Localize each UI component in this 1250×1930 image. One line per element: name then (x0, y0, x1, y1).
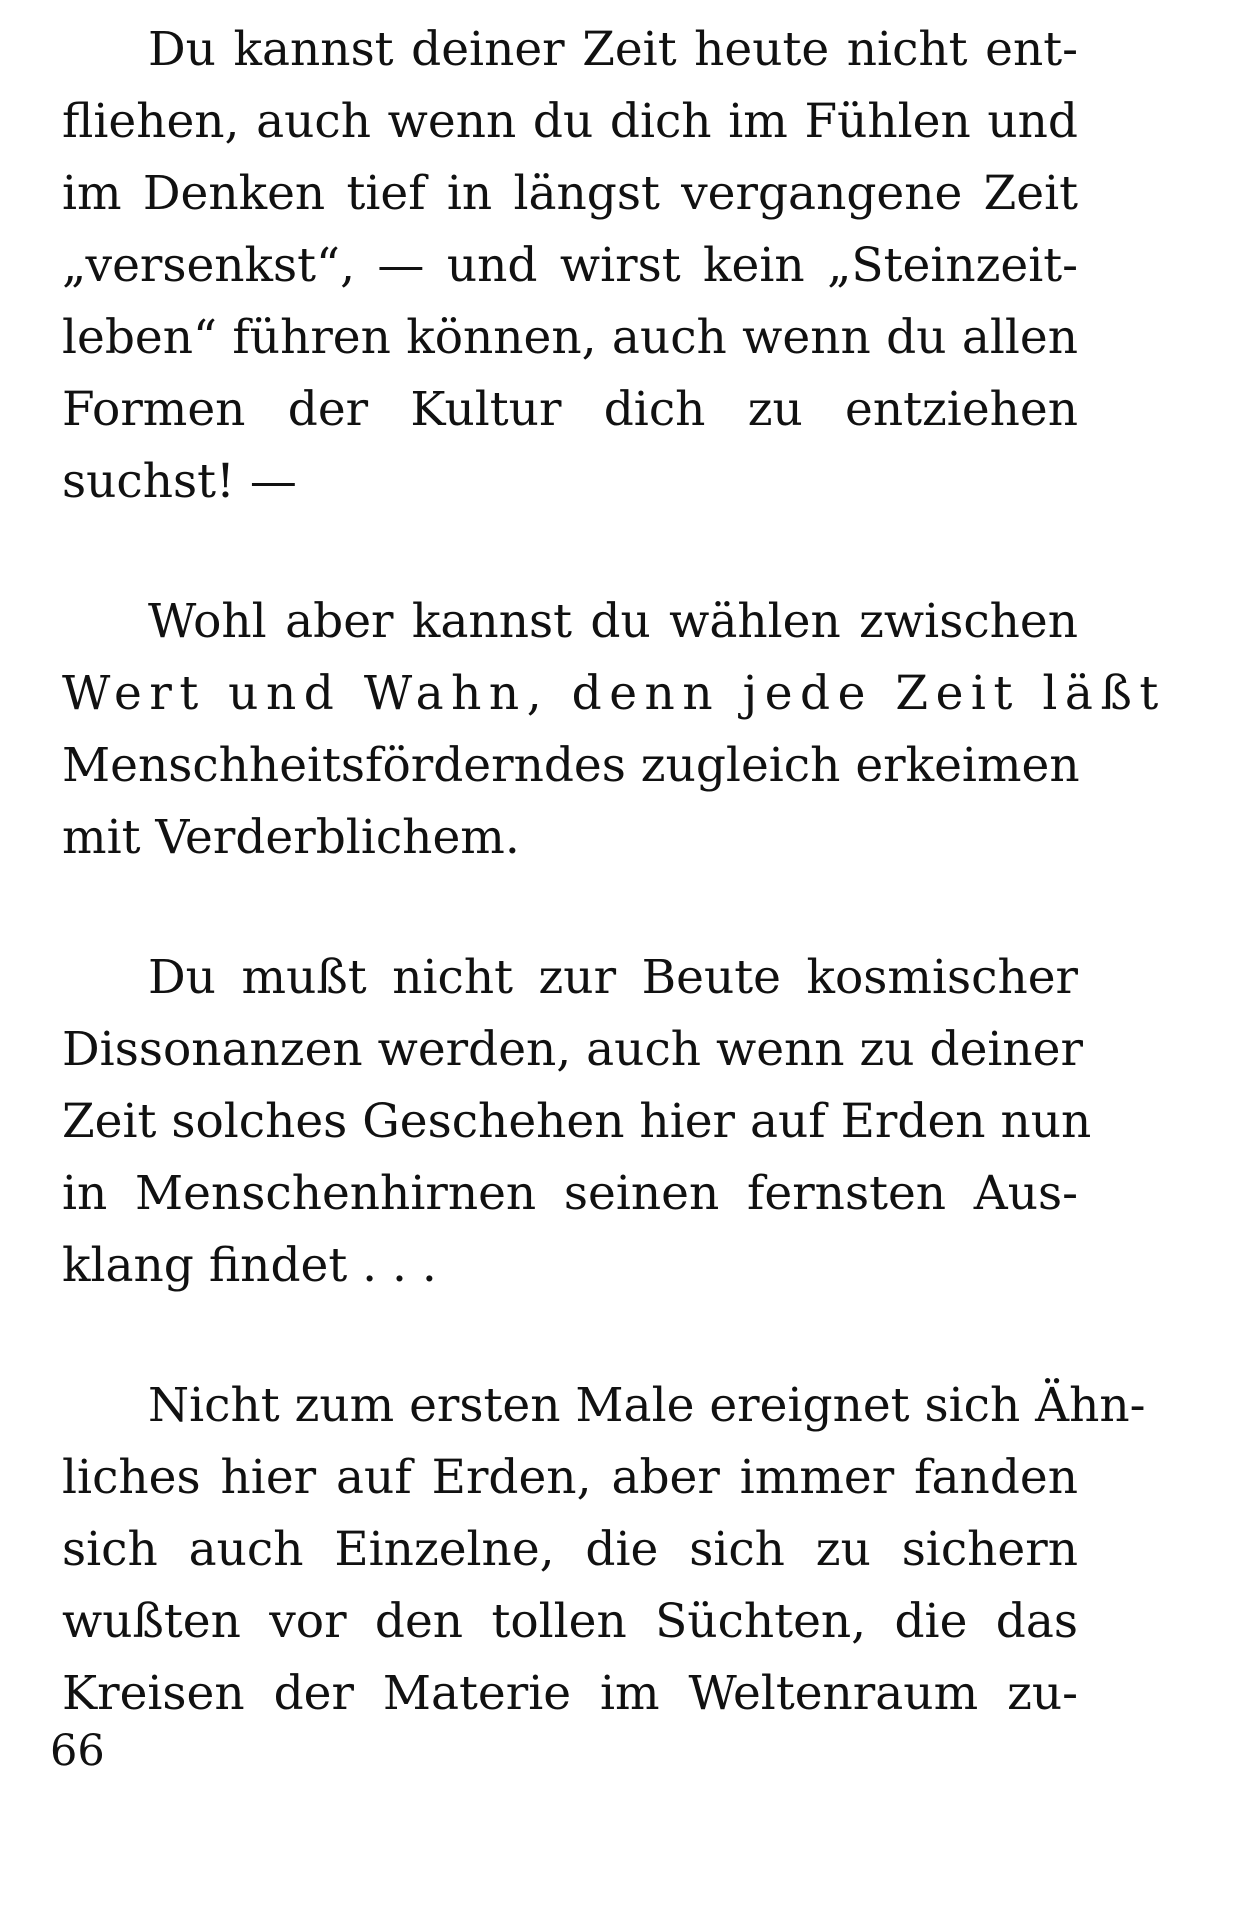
text-line: Menschheitsförderndes zugleich erkeimen (62, 738, 1080, 793)
text-line: Zeit solches Geschehen hier auf Erden nun (62, 1094, 1092, 1149)
text-line: Du mußt nicht zur Beute kosmischer (148, 950, 1078, 1005)
text-line: Wohl aber kannst du wählen zwischen (148, 594, 1078, 649)
text-line: leben“ führen können, auch wenn du allen (62, 310, 1078, 365)
paragraph-4 (62, 1370, 1146, 1730)
paragraph-3 (62, 942, 1092, 1302)
body-text (62, 14, 1166, 1798)
text-line: Du kannst deiner Zeit heute nicht ent- (148, 22, 1078, 77)
text-line: Dissonanzen werden, auch wenn zu deiner (62, 1022, 1083, 1077)
text-line: Nicht zum ersten Male ereignet sich Ähn- (148, 1378, 1146, 1433)
text-line: „versenkst“, — und wirst kein „Steinzeit- (62, 238, 1078, 293)
text-line: Kreisen der Materie im Weltenraum zu- (62, 1666, 1078, 1721)
paragraph-1 (62, 14, 1078, 518)
text-line: liches hier auf Erden, aber immer fanden (62, 1450, 1078, 1505)
paragraph-2 (62, 586, 1166, 874)
text-line: mit Verderblichem. (62, 810, 520, 865)
page-number: 66 (50, 1726, 105, 1776)
text-line: Formen der Kultur dich zu entziehen (62, 382, 1078, 437)
text-line: fliehen, auch wenn du dich im Fühlen und (62, 94, 1078, 149)
text-line: wußten vor den tollen Süchten, die das (62, 1594, 1078, 1649)
text-line: im Denken tief in längst vergangene Zeit (62, 166, 1078, 221)
text-line: suchst! — (62, 454, 297, 509)
text-line: sich auch Einzelne, die sich zu sichern (62, 1522, 1078, 1577)
text-line: in Menschenhirnen seinen fernsten Aus- (62, 1166, 1078, 1221)
text-line: klang findet . . . (62, 1238, 437, 1293)
text-line: Wert und Wahn, denn jede Zeit läßt (62, 666, 1166, 721)
